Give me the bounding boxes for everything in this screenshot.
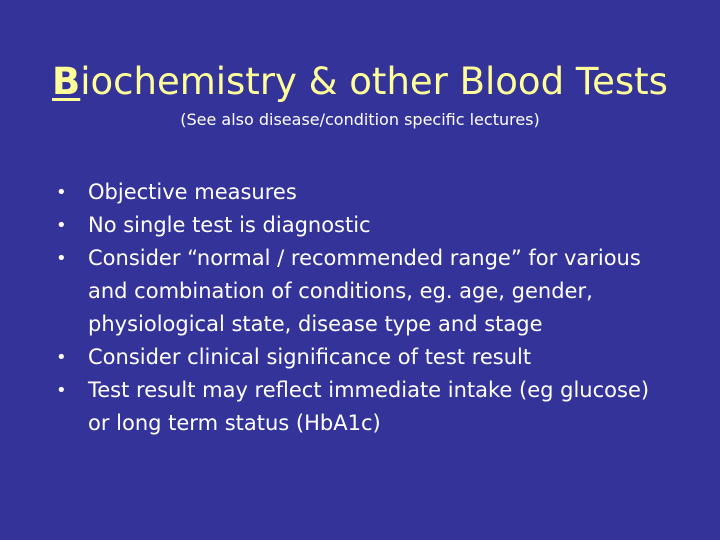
bullet-icon: • <box>56 215 67 236</box>
bullet-text: Test result may reflect immediate intake (eg glucose) or long term status (HbA1c) <box>88 378 650 435</box>
bullet-text: Consider “normal / recommended range” for various and combination of conditions, eg. age, gender, physiological state, disease type and stage <box>88 246 641 336</box>
bullet-item <box>56 242 656 341</box>
bullet-icon: • <box>56 248 67 269</box>
bullet-text: Consider clinical significance of test result <box>88 345 532 369</box>
title-text: iochemistry & other Blood Tests <box>80 60 668 103</box>
title-first-letter: B <box>52 60 81 103</box>
bullet-icon: • <box>56 182 67 203</box>
bullet-item <box>56 209 656 242</box>
bullet-icon: • <box>56 347 67 368</box>
bullet-text: No single test is diagnostic <box>88 213 371 237</box>
bullet-text: Objective measures <box>88 180 297 204</box>
bullet-list <box>56 176 656 440</box>
bullet-icon: • <box>56 380 67 401</box>
bullet-item <box>56 374 656 440</box>
slide-subtitle: (See also disease/condition specific lectures) <box>180 110 540 129</box>
slide-title <box>0 56 720 108</box>
bullet-item <box>56 176 656 209</box>
bullet-item <box>56 341 656 374</box>
